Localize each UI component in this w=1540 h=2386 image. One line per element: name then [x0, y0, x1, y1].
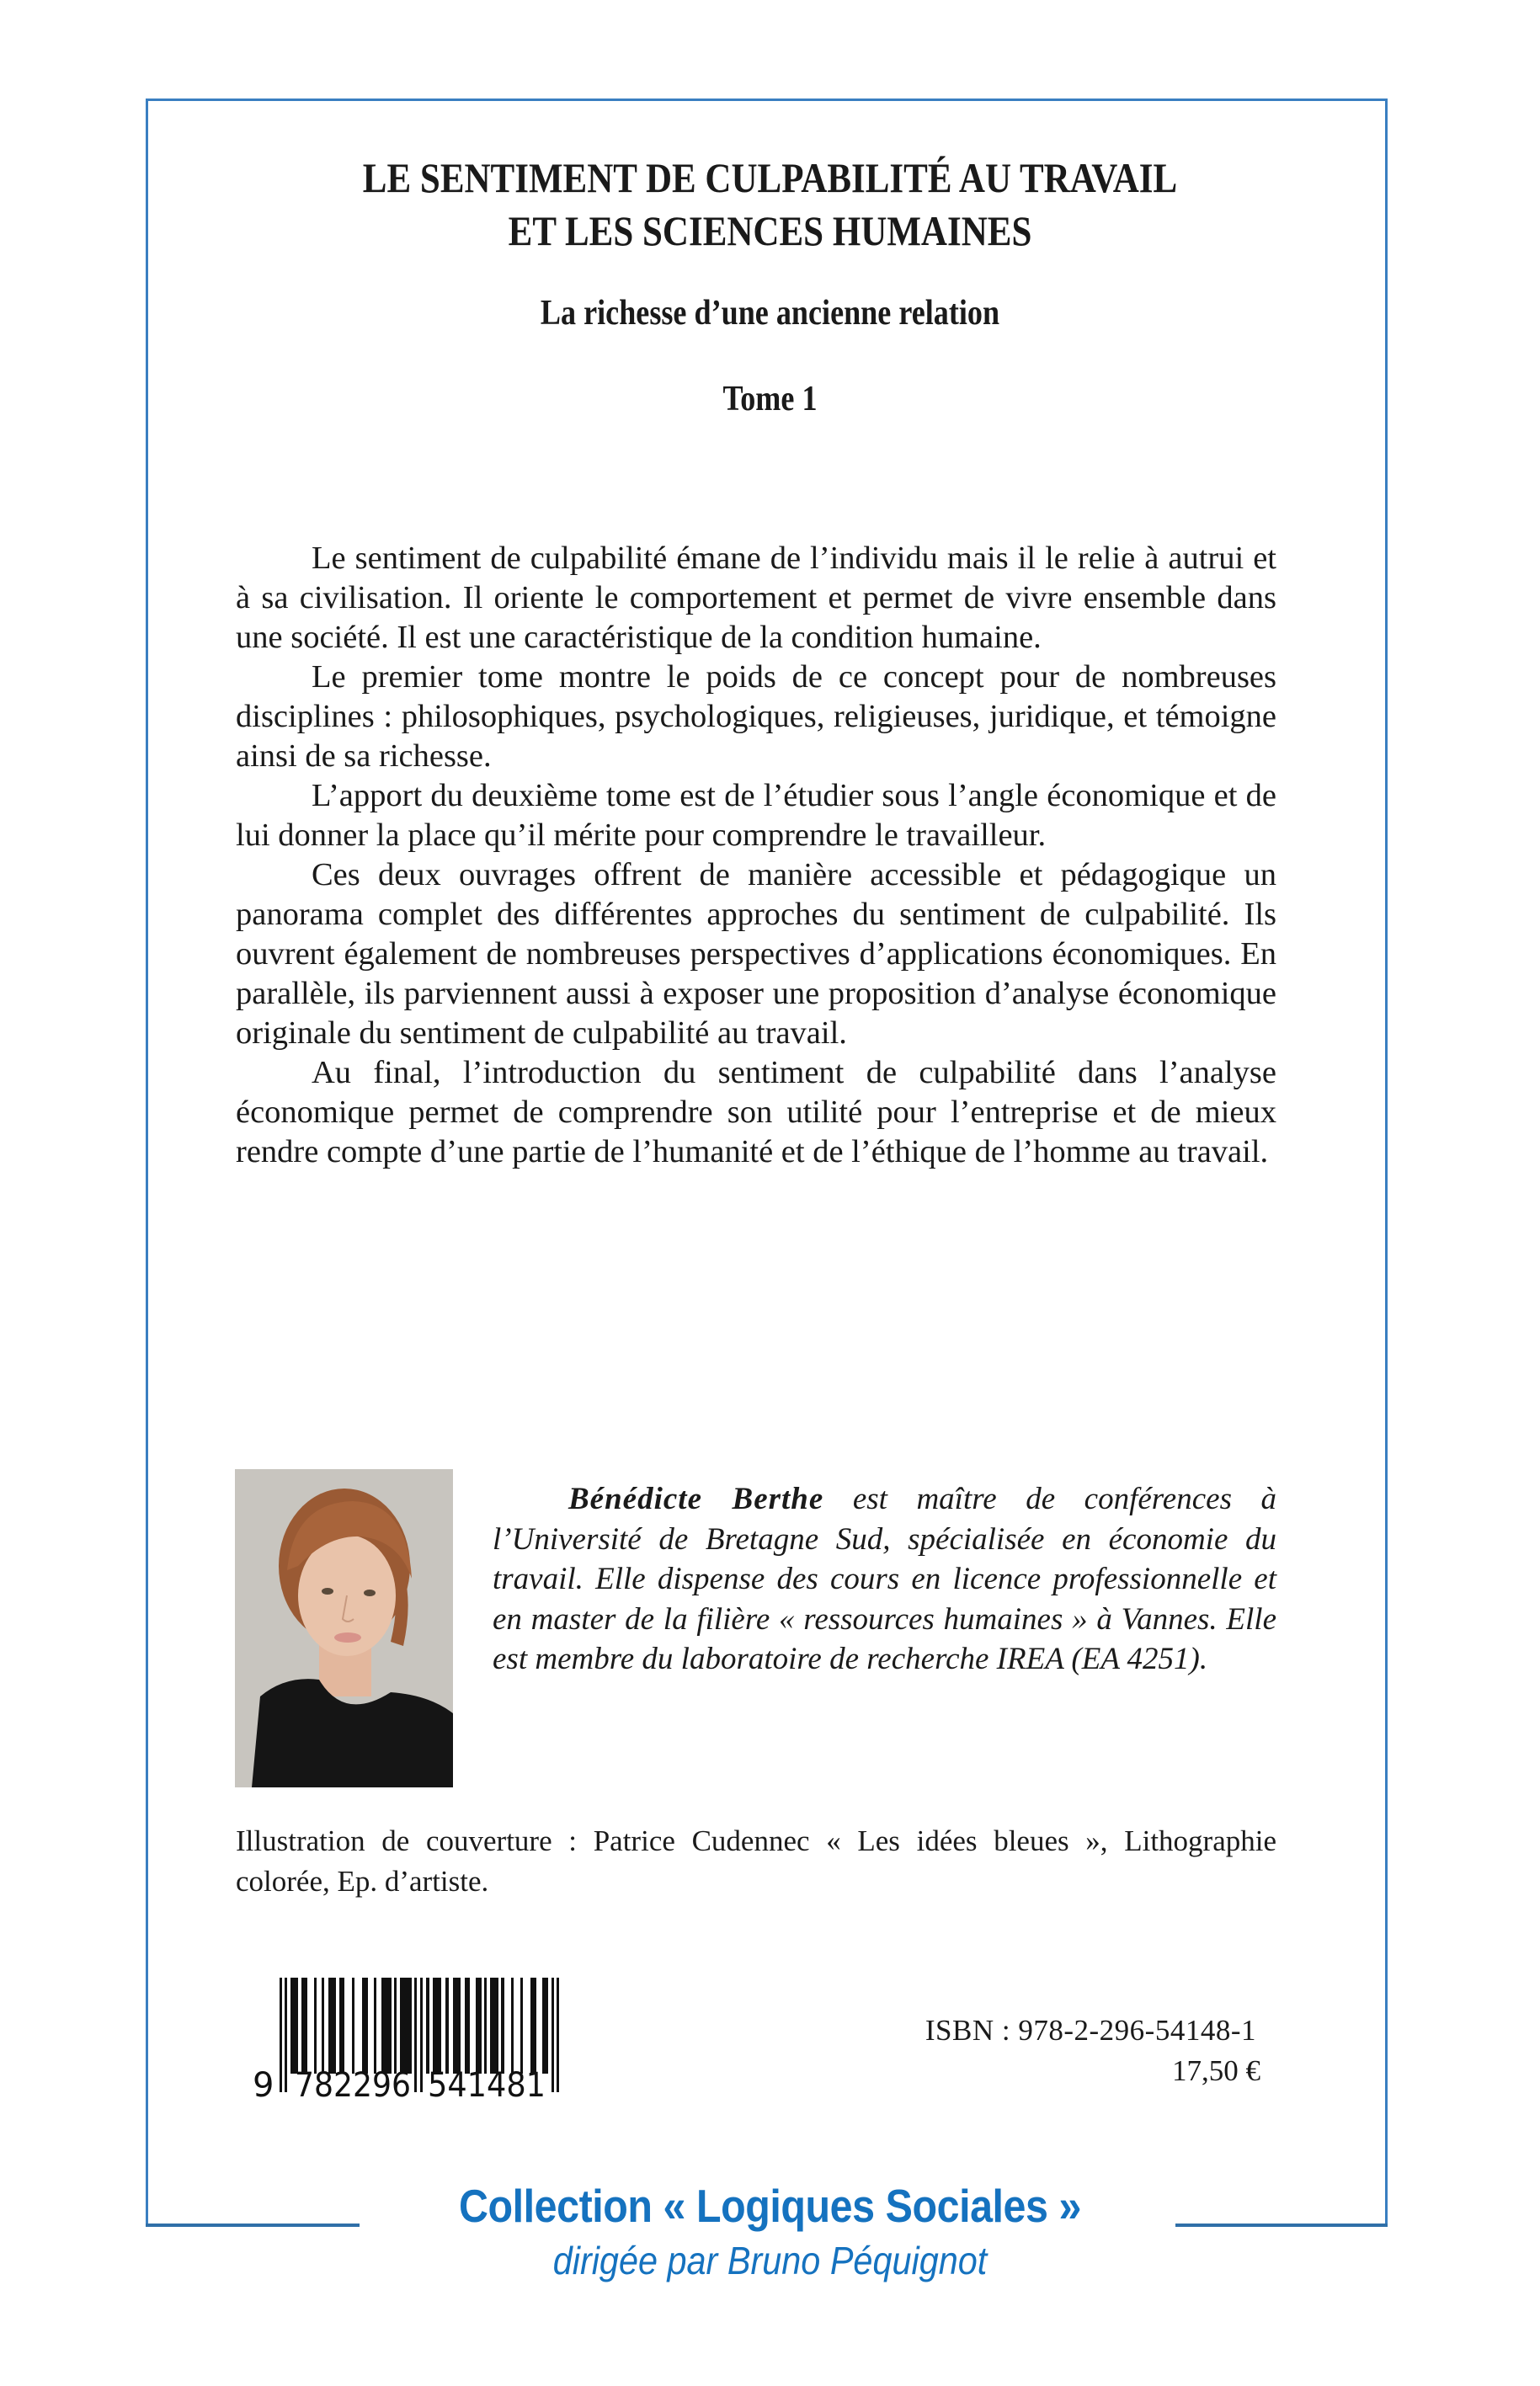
collection-name: Collection « Logiques Sociales » [458, 2180, 1082, 2232]
illustration-credit: Illustration de couverture : Patrice Cudennec « Les idées bleues », Lithographie colorée, Ep. d’artiste. [236, 1824, 1276, 1898]
author-bio [493, 1479, 1276, 1680]
author-bio-text: est maître de conférences à l’Université de Bretagne Sud, spécialisée en économie du travail. Elle dispense des cours en licence professionnelle et en master de la filière « ressources humaines » à Vannes. Elle est membre du laboratoire de recherche IREA (EA 4251). [493, 1482, 1276, 1676]
blurb-paragraph: Ces deux ouvrages offrent de manière accessible et pédagogique un panorama complet des différentes approches du sentiment de culpabilité. Ils ouvrent également de nombreuses perspectives d’applications économiques. En parallèle, ils parviennent aussi à exposer une proposition d’analyse économique originale du sentiment de culpabilité au travail. [236, 857, 1276, 1051]
collection-director: dirigée par Bruno Péquignot [552, 2239, 988, 2282]
barcode-icon [237, 1970, 591, 2122]
author-photo [235, 1469, 453, 1787]
blurb-paragraph: Le premier tome montre le poids de ce concept pour de nombreuses disciplines : philosophiques, psychologiques, religieuses, juridique, et témoigne ainsi de sa richesse. [236, 659, 1276, 774]
blurb-paragraph: Au final, l’introduction du sentiment de culpabilité dans l’analyse économique permet de comprendre son utilité pour l’entreprise et de mieux rendre compte d’une partie de l’humanité et de l’éthique de l’homme au travail. [236, 1055, 1276, 1169]
blurb [236, 539, 1276, 1172]
price: 17,50 € [1172, 2054, 1260, 2087]
blurb-paragraph: L’apport du deuxième tome est de l’étudier sous l’angle économique et de lui donner la place qu’il mérite pour comprendre le travailleur. [236, 778, 1276, 853]
title-line-1: LE SENTIMENT DE CULPABILITÉ AU TRAVAIL [362, 154, 1178, 201]
svg-text:541481: 541481 [428, 2066, 546, 2105]
title-line-2: ET LES SCIENCES HUMAINES [508, 207, 1032, 254]
blurb-paragraph: Le sentiment de culpabilité émane de l’individu mais il le relie à autrui et à sa civilisation. Il oriente le comportement et permet de vivre ensemble dans une société. Il est une caractéristique de la condition humaine. [236, 541, 1276, 655]
isbn-number: ISBN : 978-2-296-54148-1 [925, 2014, 1256, 2047]
book-subtitle: La richesse d’une ancienne relation [540, 294, 1000, 333]
author-name: Bénédicte Berthe [568, 1482, 824, 1516]
svg-text:782296: 782296 [295, 2066, 411, 2105]
author-portrait-icon [235, 1469, 453, 1787]
isbn-barcode [237, 1970, 591, 2122]
volume-label: Tome 1 [722, 380, 818, 418]
svg-text:9: 9 [253, 2066, 274, 2105]
